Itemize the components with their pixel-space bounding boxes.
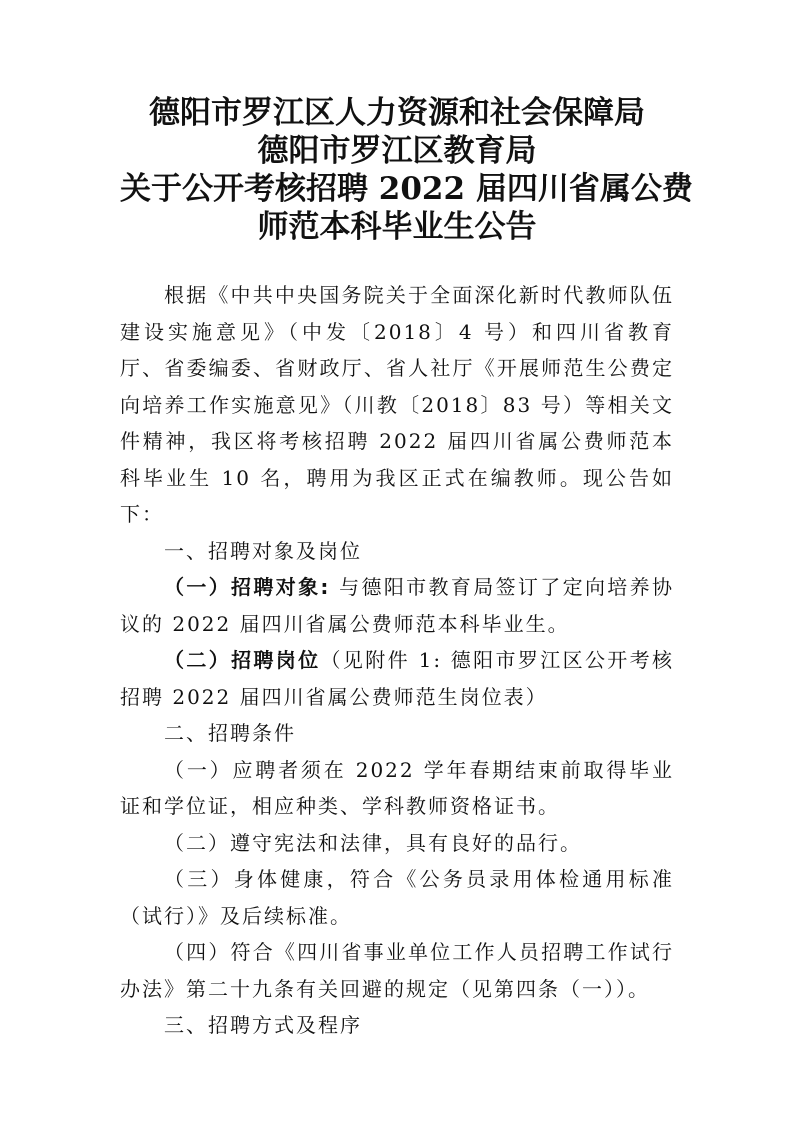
section-2-item-4: （四）符合《四川省事业单位工作人员招聘工作试行办法》第二十九条有关回避的规定（见第四条（一））。 [120, 940, 674, 1001]
document-title [120, 94, 693, 246]
section-1-heading: 一、招聘对象及岗位 [164, 538, 362, 563]
section-1-item-1 [120, 569, 674, 642]
intro-paragraph: 根据《中共中央国务院关于全面深化新时代教师队伍建设实施意见》（中发〔2018〕4 号）和四川省教育厅、省委编委、省财政厅、省人社厅《开展师范生公费定向培养工作实施意见》（川教〔2018〕83 号）等相关文件精神，我区将考核招聘 2022 届四川省属公费师范本科毕业生 10 名，聘用为我区正式在编教师。现公告如下： [120, 283, 674, 526]
section-3-heading: 三、招聘方式及程序 [164, 1013, 362, 1037]
section-1-item-2-lead: （二）招聘岗位 [164, 648, 321, 672]
section-1-item-1-text: 与德阳市教育局签订了定向培养协议的 2022 届四川省属公费师范本科毕业生。 [120, 575, 675, 636]
section-2-item-1: （一）应聘者须在 2022 学年春期结束前取得毕业证和学位证，相应种类、学科教师资格证书。 [120, 757, 674, 818]
document-body [120, 277, 674, 1044]
section-1-item-1-lead: （一）招聘对象: [164, 575, 331, 599]
section-1-item-2-text: （见附件 1: 德阳市罗江区公开考核招聘 2022 届四川省属公费师范生岗位表） [120, 648, 675, 709]
title-line-1: 德阳市罗江区人力资源和社会保障局 [149, 95, 645, 131]
section-2-heading: 二、招聘条件 [164, 721, 296, 745]
title-line-2: 德阳市罗江区教育局 [257, 133, 537, 169]
section-2-item-3: （三）身体健康，符合《公务员录用体检通用标准（试行）》及后续标准。 [120, 867, 674, 928]
section-2-item-2: （二）遵守宪法和法律，具有良好的品行。 [164, 830, 582, 855]
title-line-4: 师范本科毕业生公告 [257, 209, 537, 245]
section-1-item-2 [120, 642, 674, 715]
title-line-3: 关于公开考核招聘 2022 届四川省属公费 [120, 171, 693, 207]
